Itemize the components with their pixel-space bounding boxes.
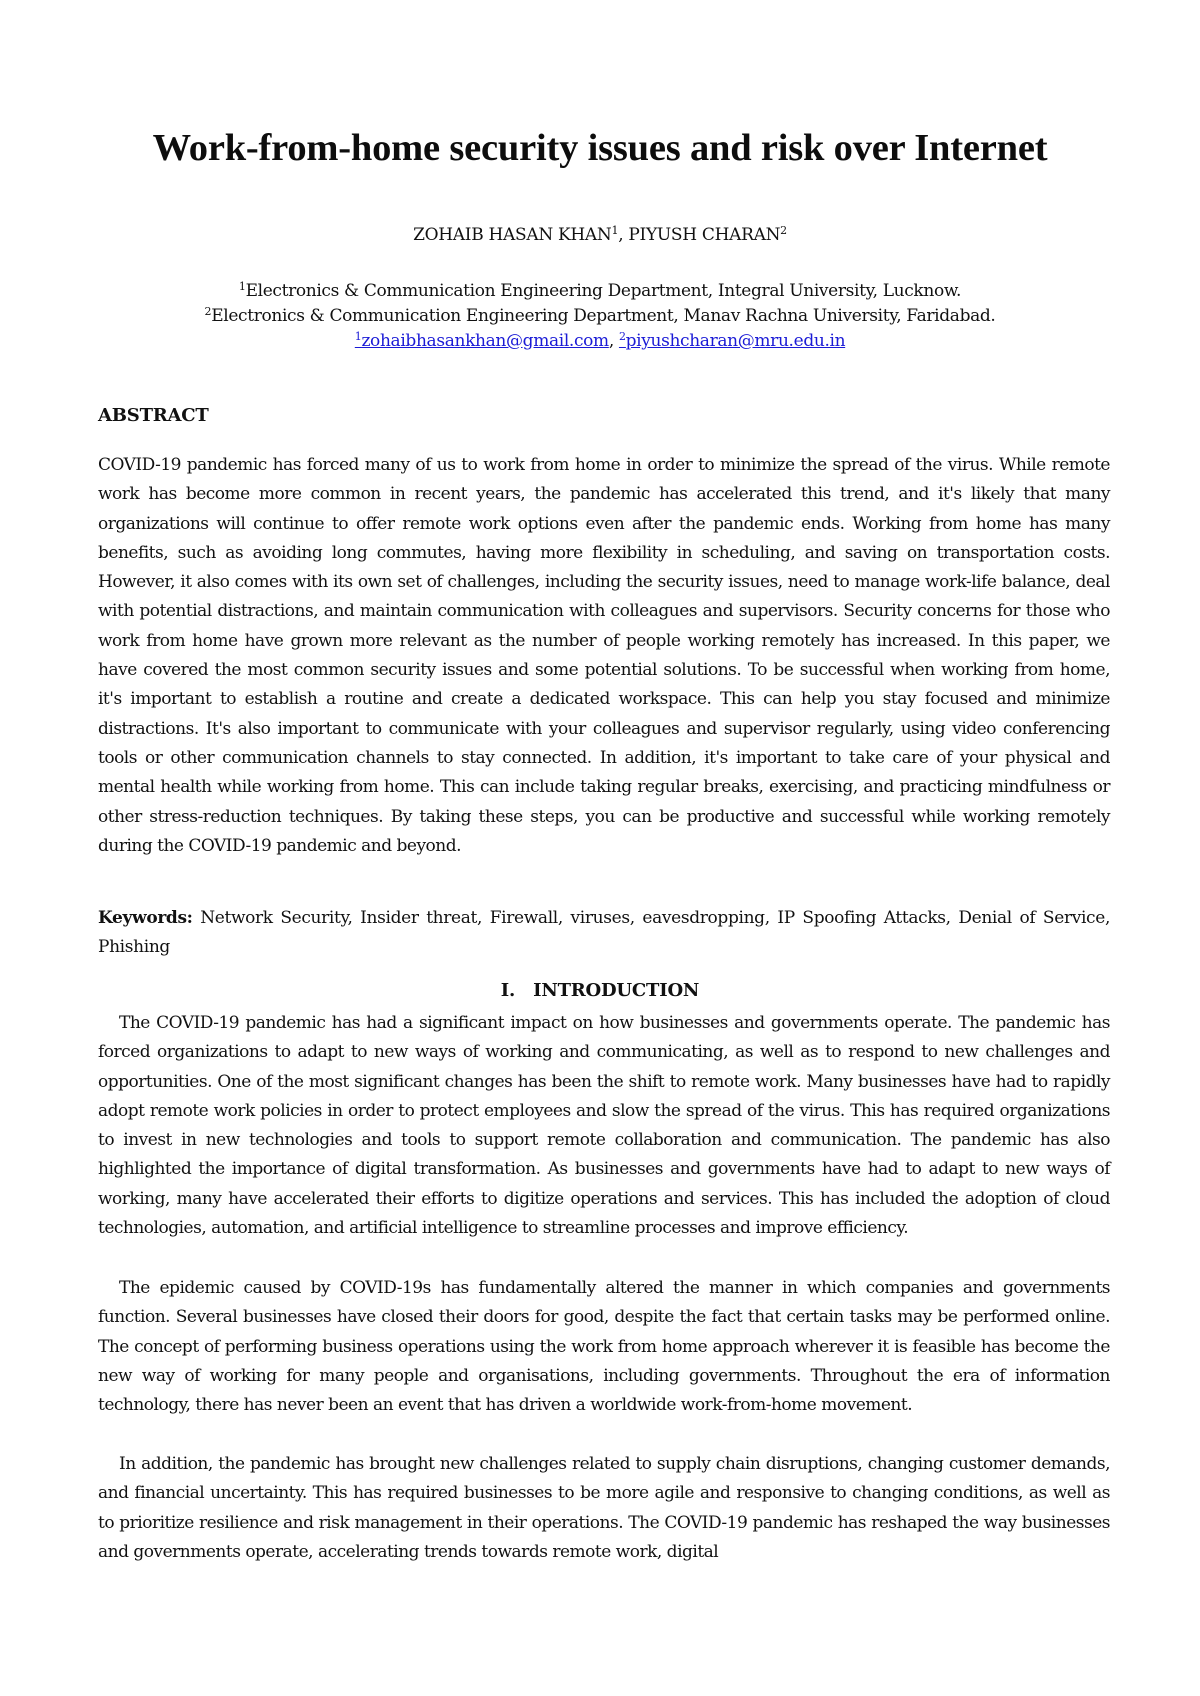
section-number: I. [500,980,516,1001]
abstract-heading: ABSTRACT [98,405,209,426]
section-heading [0,980,1200,1002]
author-name: ZOHAIB HASAN KHAN [413,225,612,245]
author-affil-sup: 1 [611,224,619,237]
section-title: INTRODUCTION [533,980,700,1001]
intro-paragraph: The epidemic caused by COVID-19s has fundamentally altered the manner in which companies and governments function. Several businesses have closed their doors for good, despite the fact that certain tasks may be performed online. The concept of performing business operations using the work from home approach wherever it is feasible has become the new way of working for many people and organisations, including governments. Throughout the era of information technology, there has never been an event that has driven a worldwide work-from-home movement. [98,1278,1110,1416]
intro-paragraph: The COVID-19 pandemic has had a significant impact on how businesses and governments operate. The pandemic has forced organizations to adapt to new ways of working and communicating, as well as to respond to new challenges and opportunities. One of the most significant changes has been the shift to remote work. Many businesses have had to rapidly adopt remote work policies in order to protect employees and slow the spread of the virus. This has required organizations to invest in new technologies and tools to support remote collaboration and communication. The pandemic has also highlighted the importance of digital transformation. As businesses and governments have had to adapt to new ways of working, many have accelerated their efforts to digitize operations and services. This has included the adoption of cloud technologies, automation, and artificial intelligence to streamline processes and improve efficiency. [98,1013,1110,1239]
author-affil-sup: 2 [780,224,787,237]
affiliation-text: Electronics & Communication Engineering Department, Manav Rachna University, Faridabad. [211,306,996,326]
author-separator: , [618,225,629,245]
author-line [0,224,1200,246]
email-line [0,330,1200,352]
email-text: piyushcharan@mru.edu.in [625,331,846,351]
keywords-label: Keywords: [98,908,193,928]
affiliation [0,280,1200,302]
email-link[interactable] [619,331,845,351]
affiliation-sup: 1 [238,280,246,293]
affiliation-sup: 2 [204,305,212,318]
abstract-text: COVID-19 pandemic has forced many of us to work from home in order to minimize the spread of the virus. While remote work has become more common in recent years, the pandemic has accelerated this trend, and it's likely that many organizations will continue to offer remote work options even after the pandemic ends. Working from home has many benefits, such as avoiding long commutes, having more flexibility in scheduling, and saving on transportation costs. However, it also comes with its own set of challenges, including the security issues, need to manage work-life balance, deal with potential distractions, and maintain communication with colleagues and supervisors. Security concerns for those who work from home have grown more relevant as the number of people working remotely has increased. In this paper, we have covered the most common security issues and some potential solutions. To be successful when working from home, it's important to establish a routine and create a dedicated workspace. This can help you stay focused and minimize distractions. It's also important to communicate with your colleagues and supervisor regularly, using video conferencing tools or other communication channels to stay connected. In addition, it's important to take care of your physical and mental health while working from home. This can include taking regular breaks, exercising, and practicing mindfulness or other stress-reduction techniques. By taking these steps, you can be productive and successful while working remotely during the COVID-19 pandemic and beyond. [98,455,1110,856]
intro-paragraph: In addition, the pandemic has brought new challenges related to supply chain disruptions, changing customer demands, and financial uncertainty. This has required businesses to be more agile and responsive to changing conditions, as well as to prioritize resilience and risk management in their operations. The COVID-19 pandemic has reshaped the way businesses and governments operate, accelerating trends towards remote work, digital [98,1454,1110,1562]
paper-title: Work-from-home security issues and risk over Internet [152,127,1048,169]
keywords-paragraph [98,904,1110,963]
email-sup: 1 [354,330,362,343]
email-link[interactable] [355,331,609,351]
email-separator: , [608,331,619,351]
author-name: PIYUSH CHARAN [628,225,781,245]
email-text: zohaibhasankhan@gmail.com [361,331,609,351]
email-sup: 2 [618,330,626,343]
keywords-text: Network Security, Insider threat, Firewall, viruses, eavesdropping, IP Spoofing Attacks, Denial of Service, Phishing [98,908,1110,958]
affiliation-text: Electronics & Communication Engineering Department, Integral University, Lucknow. [245,281,962,301]
affiliation [0,305,1200,327]
